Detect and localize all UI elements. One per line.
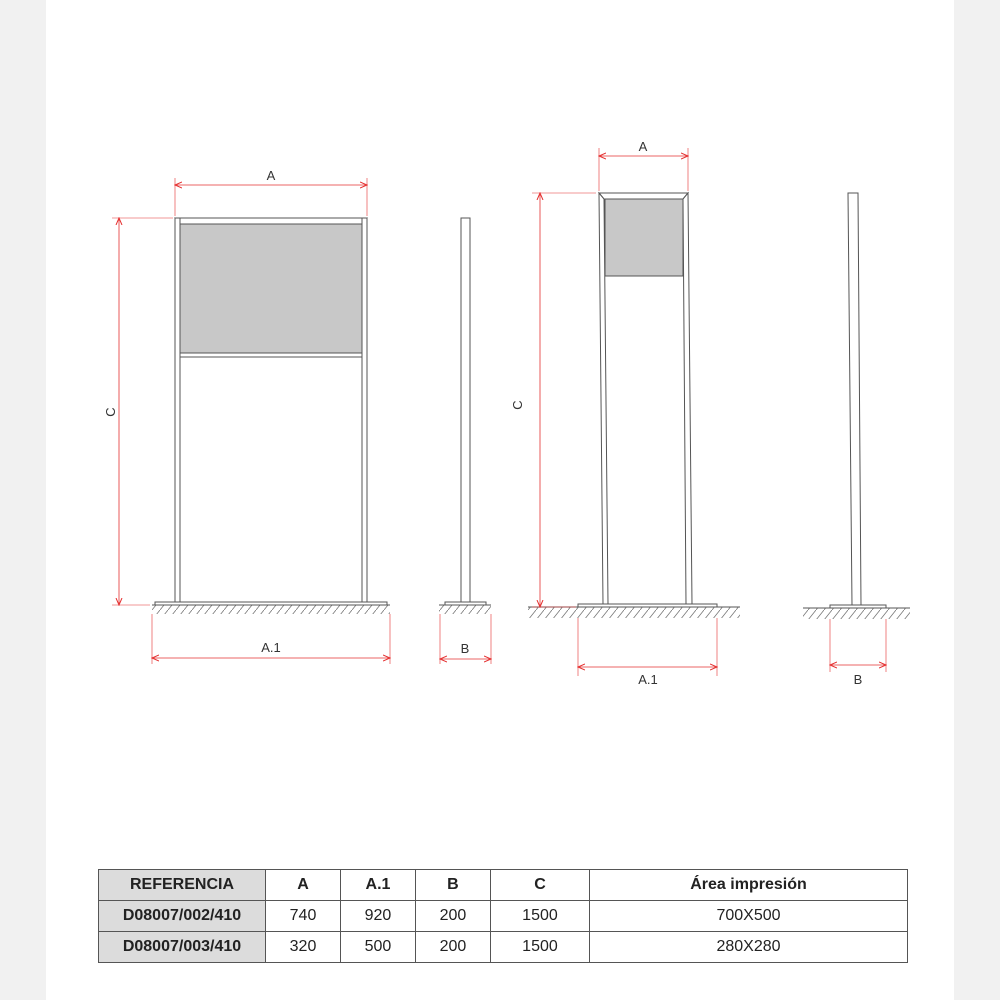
ground-hatch (152, 605, 390, 614)
base-plate (578, 604, 717, 607)
drawing1-side-view (439, 218, 491, 664)
frame-top (599, 193, 688, 199)
dim-c-label: C (103, 407, 118, 417)
frame-top (175, 218, 367, 224)
cell-a1: 920 (340, 901, 415, 932)
header-b: B (415, 870, 490, 901)
header-area-impresion: Área impresión (590, 870, 908, 901)
graphic-panel (180, 224, 362, 353)
side-post (461, 218, 470, 602)
right-post (683, 193, 692, 604)
ground-hatch (528, 607, 740, 618)
dim-a1-label: A.1 (261, 640, 281, 655)
cell-a: 320 (266, 932, 341, 963)
cell-area-impresion: 700X500 (590, 901, 908, 932)
drawing2-front-view (510, 139, 740, 687)
base-plate (155, 602, 387, 605)
dim-a-label: A (266, 168, 276, 183)
table-header-row (99, 870, 908, 901)
header-a: A (266, 870, 341, 901)
dim-b-label: B (460, 641, 470, 656)
header-a1: A.1 (340, 870, 415, 901)
side-post (848, 193, 861, 605)
panel-bottom-rail (180, 353, 362, 357)
cell-referencia: D08007/003/410 (99, 932, 266, 963)
specs-table (98, 869, 908, 963)
right-post (362, 218, 367, 602)
graphic-panel (605, 199, 683, 276)
drawing1-front-view (103, 168, 390, 664)
table-row (99, 901, 908, 932)
drawing2-side-view (803, 193, 910, 687)
cell-b: 200 (415, 901, 490, 932)
table-row (99, 932, 908, 963)
dim-c-label: C (510, 400, 525, 410)
cell-a1: 500 (340, 932, 415, 963)
dim-a1-label: A.1 (638, 672, 658, 687)
cell-c: 1500 (490, 901, 589, 932)
cell-c: 1500 (490, 932, 589, 963)
cell-area-impresion: 280X280 (590, 932, 908, 963)
cell-referencia: D08007/002/410 (99, 901, 266, 932)
ground-hatch (803, 608, 910, 619)
ground-hatch (439, 605, 491, 614)
cell-b: 200 (415, 932, 490, 963)
dim-a-label: A (638, 139, 648, 154)
header-c: C (490, 870, 589, 901)
left-post (175, 218, 180, 602)
cell-a: 740 (266, 901, 341, 932)
header-referencia: REFERENCIA (99, 870, 266, 901)
dim-b-label: B (853, 672, 863, 687)
